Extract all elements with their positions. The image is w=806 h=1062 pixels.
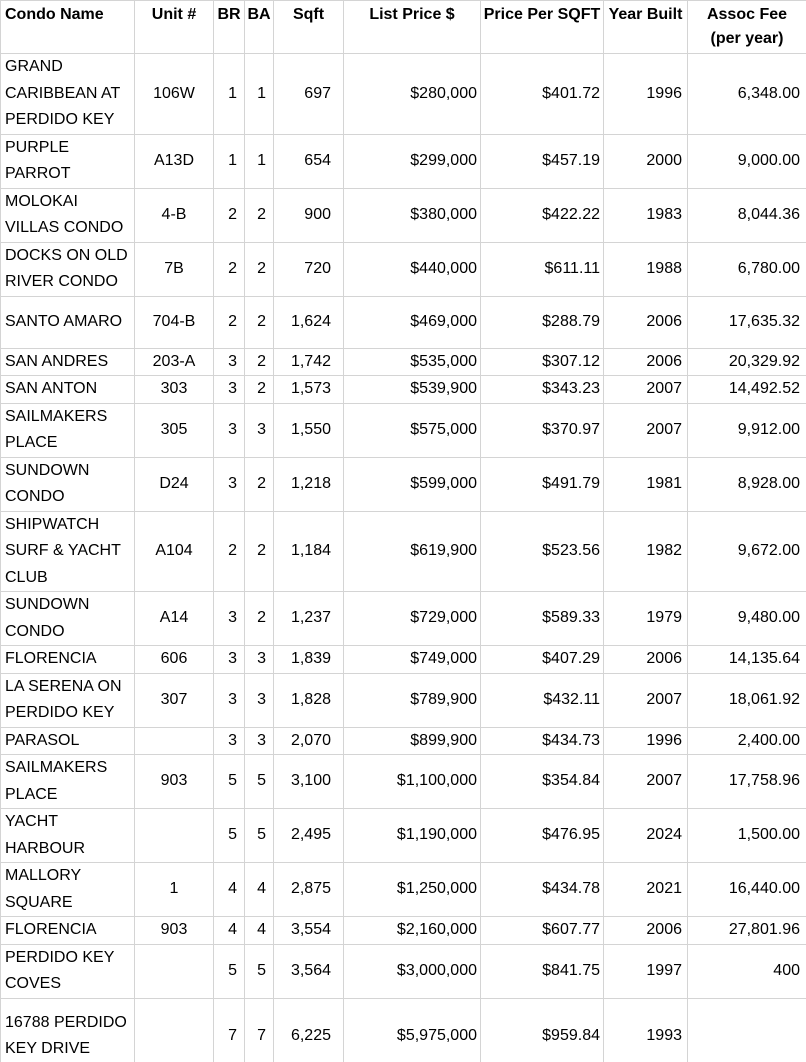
cell-condo-name[interactable]: MALLORY SQUARE — [1, 863, 135, 917]
cell-list-price[interactable]: $1,100,000 — [344, 755, 481, 809]
cell-list-price[interactable]: $5,975,000 — [344, 998, 481, 1062]
cell-list-price[interactable]: $469,000 — [344, 296, 481, 348]
cell-br[interactable]: 5 — [214, 755, 245, 809]
cell-year-built[interactable]: 1979 — [604, 592, 688, 646]
cell-list-price[interactable]: $599,000 — [344, 457, 481, 511]
cell-ba[interactable]: 5 — [245, 755, 274, 809]
cell-condo-name[interactable]: 16788 PERDIDO KEY DRIVE — [1, 998, 135, 1062]
cell-list-price[interactable]: $380,000 — [344, 188, 481, 242]
table-row — [1, 348, 806, 376]
cell-unit[interactable] — [135, 998, 214, 1062]
cell-price-per-sqft[interactable]: $607.77 — [481, 917, 604, 945]
cell-condo-name[interactable]: PURPLE PARROT — [1, 134, 135, 188]
cell-price-per-sqft[interactable]: $401.72 — [481, 54, 604, 135]
cell-assoc-fee-per-year[interactable]: 9,912.00 — [688, 403, 806, 457]
cell-year-built[interactable]: 1996 — [604, 54, 688, 135]
cell-ba[interactable]: 3 — [245, 727, 274, 755]
cell-price-per-sqft[interactable]: $354.84 — [481, 755, 604, 809]
table-row — [1, 296, 806, 348]
cell-sqft[interactable]: 1,184 — [274, 511, 344, 592]
cell-br[interactable]: 2 — [214, 242, 245, 296]
cell-sqft[interactable]: 1,624 — [274, 296, 344, 348]
cell-year-built[interactable]: 1988 — [604, 242, 688, 296]
column-header-ba[interactable]: BA — [245, 1, 274, 54]
cell-assoc-fee-per-year[interactable]: 2,400.00 — [688, 727, 806, 755]
cell-price-per-sqft[interactable]: $422.22 — [481, 188, 604, 242]
cell-ba[interactable]: 3 — [245, 646, 274, 674]
column-header-condo-name[interactable]: Condo Name — [1, 1, 135, 54]
cell-year-built[interactable]: 2007 — [604, 376, 688, 404]
cell-br[interactable]: 3 — [214, 457, 245, 511]
cell-list-price[interactable]: $3,000,000 — [344, 944, 481, 998]
cell-ba[interactable]: 1 — [245, 54, 274, 135]
cell-condo-name[interactable]: SHIPWATCH SURF & YACHT CLUB — [1, 511, 135, 592]
cell-year-built[interactable]: 1996 — [604, 727, 688, 755]
cell-condo-name[interactable]: LA SERENA ON PERDIDO KEY — [1, 673, 135, 727]
cell-br[interactable]: 3 — [214, 348, 245, 376]
cell-unit[interactable]: 606 — [135, 646, 214, 674]
cell-ba[interactable]: 3 — [245, 673, 274, 727]
cell-list-price[interactable]: $2,160,000 — [344, 917, 481, 945]
cell-ba[interactable]: 4 — [245, 917, 274, 945]
cell-condo-name[interactable]: FLORENCIA — [1, 917, 135, 945]
cell-ba[interactable]: 2 — [245, 592, 274, 646]
column-header-sqft[interactable]: Sqft — [274, 1, 344, 54]
cell-ba[interactable]: 2 — [245, 296, 274, 348]
cell-price-per-sqft[interactable]: $959.84 — [481, 998, 604, 1062]
cell-year-built[interactable]: 2006 — [604, 917, 688, 945]
table-row — [1, 457, 806, 511]
column-header-br[interactable]: BR — [214, 1, 245, 54]
cell-year-built[interactable]: 2006 — [604, 646, 688, 674]
cell-sqft[interactable]: 1,573 — [274, 376, 344, 404]
cell-unit[interactable]: D24 — [135, 457, 214, 511]
cell-price-per-sqft[interactable]: $434.73 — [481, 727, 604, 755]
cell-unit[interactable] — [135, 727, 214, 755]
cell-ba[interactable]: 5 — [245, 809, 274, 863]
cell-condo-name[interactable]: FLORENCIA — [1, 646, 135, 674]
cell-br[interactable]: 4 — [214, 917, 245, 945]
table-body — [1, 54, 806, 1062]
cell-ba[interactable]: 2 — [245, 348, 274, 376]
cell-br[interactable]: 3 — [214, 646, 245, 674]
cell-br[interactable]: 1 — [214, 54, 245, 135]
cell-year-built[interactable]: 2007 — [604, 755, 688, 809]
cell-price-per-sqft[interactable]: $407.29 — [481, 646, 604, 674]
table-row — [1, 917, 806, 945]
cell-sqft[interactable]: 1,550 — [274, 403, 344, 457]
cell-price-per-sqft[interactable]: $307.12 — [481, 348, 604, 376]
cell-sqft[interactable]: 697 — [274, 54, 344, 135]
cell-price-per-sqft[interactable]: $343.23 — [481, 376, 604, 404]
cell-year-built[interactable]: 1982 — [604, 511, 688, 592]
cell-condo-name[interactable]: MOLOKAI VILLAS CONDO — [1, 188, 135, 242]
cell-list-price[interactable]: $729,000 — [344, 592, 481, 646]
cell-br[interactable]: 3 — [214, 403, 245, 457]
cell-list-price[interactable]: $1,250,000 — [344, 863, 481, 917]
cell-ba[interactable]: 2 — [245, 376, 274, 404]
cell-unit[interactable]: A13D — [135, 134, 214, 188]
cell-sqft[interactable]: 1,839 — [274, 646, 344, 674]
cell-year-built[interactable]: 1993 — [604, 998, 688, 1062]
cell-unit[interactable]: 305 — [135, 403, 214, 457]
table-row — [1, 54, 806, 135]
cell-ba[interactable]: 7 — [245, 998, 274, 1062]
cell-ba[interactable]: 2 — [245, 188, 274, 242]
cell-list-price[interactable]: $1,190,000 — [344, 809, 481, 863]
cell-ba[interactable]: 4 — [245, 863, 274, 917]
cell-list-price[interactable]: $575,000 — [344, 403, 481, 457]
cell-condo-name[interactable]: SANTO AMARO — [1, 296, 135, 348]
cell-br[interactable]: 5 — [214, 944, 245, 998]
cell-list-price[interactable]: $535,000 — [344, 348, 481, 376]
cell-unit[interactable]: 307 — [135, 673, 214, 727]
table-row — [1, 646, 806, 674]
cell-price-per-sqft[interactable]: $523.56 — [481, 511, 604, 592]
cell-list-price[interactable]: $899,900 — [344, 727, 481, 755]
cell-price-per-sqft[interactable]: $288.79 — [481, 296, 604, 348]
cell-list-price[interactable]: $299,000 — [344, 134, 481, 188]
table-row — [1, 755, 806, 809]
cell-unit[interactable]: 704-B — [135, 296, 214, 348]
table-row — [1, 403, 806, 457]
cell-unit[interactable]: 903 — [135, 755, 214, 809]
cell-sqft[interactable]: 654 — [274, 134, 344, 188]
cell-br[interactable]: 7 — [214, 998, 245, 1062]
cell-list-price[interactable]: $619,900 — [344, 511, 481, 592]
cell-list-price[interactable]: $749,000 — [344, 646, 481, 674]
cell-condo-name[interactable]: DOCKS ON OLD RIVER CONDO — [1, 242, 135, 296]
cell-list-price[interactable]: $280,000 — [344, 54, 481, 135]
cell-year-built[interactable]: 2021 — [604, 863, 688, 917]
cell-assoc-fee-per-year[interactable]: 17,758.96 — [688, 755, 806, 809]
cell-ba[interactable]: 1 — [245, 134, 274, 188]
table-row — [1, 944, 806, 998]
table-row — [1, 863, 806, 917]
cell-assoc-fee-per-year[interactable]: 14,492.52 — [688, 376, 806, 404]
cell-sqft[interactable]: 1,237 — [274, 592, 344, 646]
cell-unit[interactable] — [135, 944, 214, 998]
cell-year-built[interactable]: 2024 — [604, 809, 688, 863]
cell-assoc-fee-per-year[interactable]: 16,440.00 — [688, 863, 806, 917]
cell-assoc-fee-per-year[interactable]: 17,635.32 — [688, 296, 806, 348]
cell-price-per-sqft[interactable]: $589.33 — [481, 592, 604, 646]
cell-ba[interactable]: 2 — [245, 511, 274, 592]
cell-year-built[interactable]: 2007 — [604, 673, 688, 727]
cell-assoc-fee-per-year[interactable] — [688, 998, 806, 1062]
cell-sqft[interactable]: 1,742 — [274, 348, 344, 376]
cell-condo-name[interactable]: SUNDOWN CONDO — [1, 457, 135, 511]
cell-unit[interactable] — [135, 809, 214, 863]
column-header-year-built[interactable]: Year Built — [604, 1, 688, 54]
cell-price-per-sqft[interactable]: $476.95 — [481, 809, 604, 863]
cell-assoc-fee-per-year[interactable]: 9,480.00 — [688, 592, 806, 646]
cell-year-built[interactable]: 2006 — [604, 348, 688, 376]
cell-br[interactable]: 2 — [214, 511, 245, 592]
table-row — [1, 511, 806, 592]
cell-price-per-sqft[interactable]: $370.97 — [481, 403, 604, 457]
cell-br[interactable]: 3 — [214, 592, 245, 646]
cell-year-built[interactable]: 2007 — [604, 403, 688, 457]
cell-sqft[interactable]: 1,218 — [274, 457, 344, 511]
cell-unit[interactable]: 7B — [135, 242, 214, 296]
cell-assoc-fee-per-year[interactable]: 27,801.96 — [688, 917, 806, 945]
cell-price-per-sqft[interactable]: $491.79 — [481, 457, 604, 511]
cell-assoc-fee-per-year[interactable]: 8,928.00 — [688, 457, 806, 511]
cell-price-per-sqft[interactable]: $841.75 — [481, 944, 604, 998]
cell-price-per-sqft[interactable]: $434.78 — [481, 863, 604, 917]
cell-ba[interactable]: 2 — [245, 457, 274, 511]
cell-unit[interactable]: 203-A — [135, 348, 214, 376]
cell-assoc-fee-per-year[interactable]: 6,348.00 — [688, 54, 806, 135]
cell-condo-name[interactable]: SAILMAKERS PLACE — [1, 403, 135, 457]
table-row — [1, 727, 806, 755]
cell-assoc-fee-per-year[interactable]: 18,061.92 — [688, 673, 806, 727]
cell-sqft[interactable]: 3,100 — [274, 755, 344, 809]
cell-unit[interactable]: A14 — [135, 592, 214, 646]
cell-sqft[interactable]: 6,225 — [274, 998, 344, 1062]
cell-assoc-fee-per-year[interactable]: 6,780.00 — [688, 242, 806, 296]
table-row — [1, 134, 806, 188]
cell-sqft[interactable]: 1,828 — [274, 673, 344, 727]
table-header — [1, 1, 806, 54]
column-header-unit[interactable]: Unit # — [135, 1, 214, 54]
cell-condo-name[interactable]: SUNDOWN CONDO — [1, 592, 135, 646]
table-row — [1, 809, 806, 863]
cell-assoc-fee-per-year[interactable]: 8,044.36 — [688, 188, 806, 242]
cell-condo-name[interactable]: PARASOL — [1, 727, 135, 755]
cell-assoc-fee-per-year[interactable]: 14,135.64 — [688, 646, 806, 674]
cell-condo-name[interactable]: GRAND CARIBBEAN AT PERDIDO KEY — [1, 54, 135, 135]
cell-condo-name[interactable]: YACHT HARBOUR — [1, 809, 135, 863]
header-row — [1, 1, 806, 54]
cell-year-built[interactable]: 2000 — [604, 134, 688, 188]
cell-sqft[interactable]: 720 — [274, 242, 344, 296]
cell-list-price[interactable]: $789,900 — [344, 673, 481, 727]
cell-unit[interactable]: 106W — [135, 54, 214, 135]
cell-br[interactable]: 5 — [214, 809, 245, 863]
cell-sqft[interactable]: 3,554 — [274, 917, 344, 945]
table-row — [1, 998, 806, 1062]
cell-year-built[interactable]: 1981 — [604, 457, 688, 511]
cell-assoc-fee-per-year[interactable]: 400 — [688, 944, 806, 998]
cell-assoc-fee-per-year[interactable]: 9,672.00 — [688, 511, 806, 592]
cell-br[interactable]: 2 — [214, 188, 245, 242]
cell-unit[interactable]: 1 — [135, 863, 214, 917]
cell-year-built[interactable]: 2006 — [604, 296, 688, 348]
cell-list-price[interactable]: $539,900 — [344, 376, 481, 404]
cell-assoc-fee-per-year[interactable]: 20,329.92 — [688, 348, 806, 376]
table-row — [1, 376, 806, 404]
cell-sqft[interactable]: 900 — [274, 188, 344, 242]
cell-list-price[interactable]: $440,000 — [344, 242, 481, 296]
cell-ba[interactable]: 5 — [245, 944, 274, 998]
cell-sqft[interactable]: 2,495 — [274, 809, 344, 863]
cell-sqft[interactable]: 2,875 — [274, 863, 344, 917]
cell-ba[interactable]: 2 — [245, 242, 274, 296]
cell-assoc-fee-per-year[interactable]: 9,000.00 — [688, 134, 806, 188]
cell-ba[interactable]: 3 — [245, 403, 274, 457]
cell-price-per-sqft[interactable]: $611.11 — [481, 242, 604, 296]
cell-unit[interactable]: 303 — [135, 376, 214, 404]
cell-br[interactable]: 1 — [214, 134, 245, 188]
cell-br[interactable]: 3 — [214, 727, 245, 755]
cell-condo-name[interactable]: PERDIDO KEY COVES — [1, 944, 135, 998]
table-row — [1, 242, 806, 296]
cell-unit[interactable]: 903 — [135, 917, 214, 945]
column-header-list-price[interactable]: List Price $ — [344, 1, 481, 54]
cell-price-per-sqft[interactable]: $432.11 — [481, 673, 604, 727]
cell-br[interactable]: 3 — [214, 376, 245, 404]
column-header-price-per-sqft[interactable]: Price Per SQFT — [481, 1, 604, 54]
column-header-assoc-fee-per-year[interactable]: Assoc Fee (per year) — [688, 1, 806, 54]
table-row — [1, 592, 806, 646]
cell-br[interactable]: 4 — [214, 863, 245, 917]
cell-unit[interactable]: 4-B — [135, 188, 214, 242]
cell-year-built[interactable]: 1997 — [604, 944, 688, 998]
cell-condo-name[interactable]: SAN ANTON — [1, 376, 135, 404]
cell-unit[interactable]: A104 — [135, 511, 214, 592]
cell-condo-name[interactable]: SAN ANDRES — [1, 348, 135, 376]
cell-br[interactable]: 3 — [214, 673, 245, 727]
cell-assoc-fee-per-year[interactable]: 1,500.00 — [688, 809, 806, 863]
cell-price-per-sqft[interactable]: $457.19 — [481, 134, 604, 188]
cell-br[interactable]: 2 — [214, 296, 245, 348]
cell-condo-name[interactable]: SAILMAKERS PLACE — [1, 755, 135, 809]
table-row — [1, 673, 806, 727]
cell-sqft[interactable]: 2,070 — [274, 727, 344, 755]
cell-sqft[interactable]: 3,564 — [274, 944, 344, 998]
table-row — [1, 188, 806, 242]
cell-year-built[interactable]: 1983 — [604, 188, 688, 242]
